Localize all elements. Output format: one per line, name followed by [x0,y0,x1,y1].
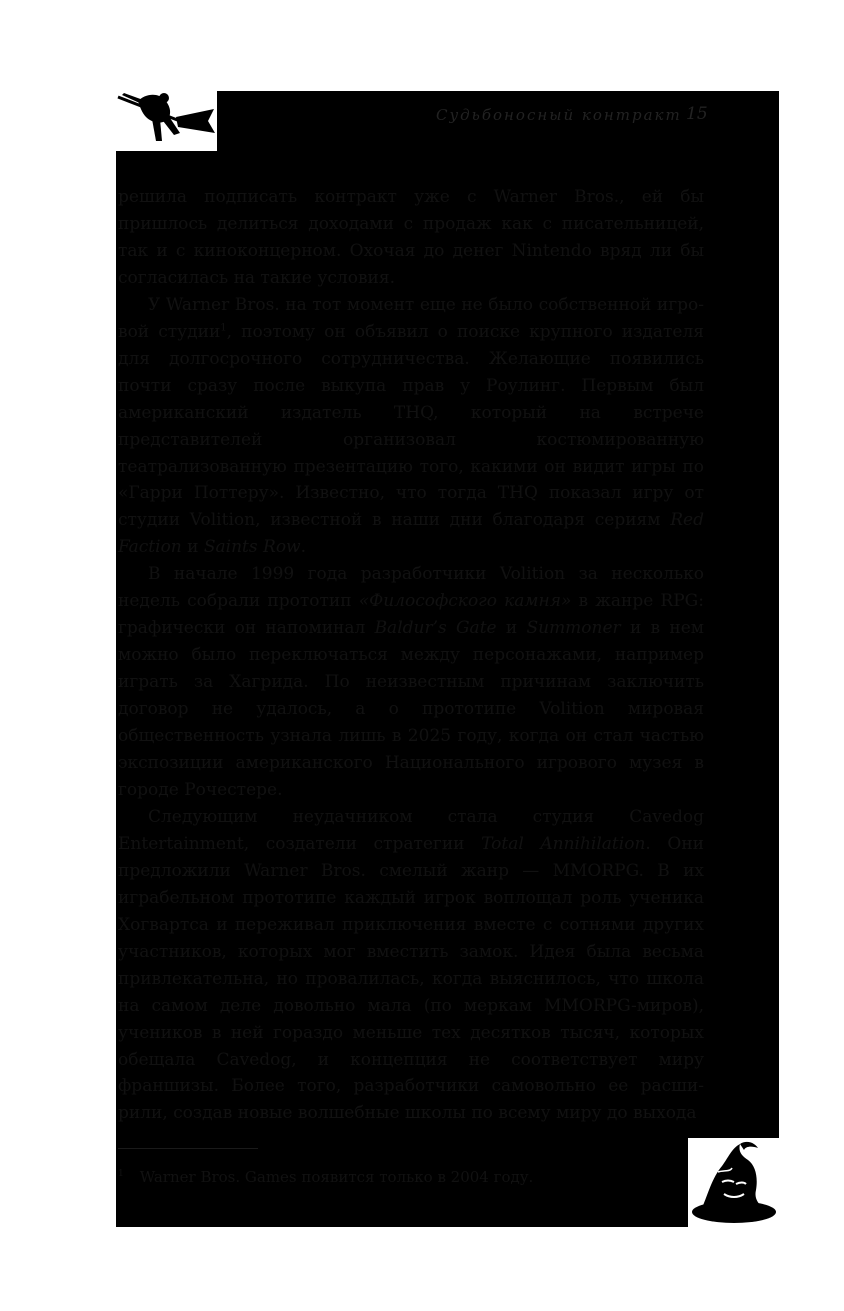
paragraph-text: в жанре RPG: графически он напоминал [118,591,704,639]
italic-title: «Философского камня» [358,591,572,612]
paragraph-text: , поэтому он объявил о поиске крупного издателя для долгосрочного сотрудничества. Желающие появились почти сразу после выкупа прав у Роулинг. Первым был американский издатель THQ, который на встрече представителей организовал костюмированную театрализованную презентацию того, какими он видит игры по «Гарри Поттеру». Известно, что тогда THQ показал игру от студии Volition, известной в наши дни благодаря сериям [118,321,704,531]
italic-title: Baldur’s Gate [374,618,497,639]
paragraph-text: и [496,618,527,639]
italic-title: Summoner [526,618,621,639]
paragraph-4 [118,804,704,1127]
sorting-hat-icon [688,1138,779,1227]
page-number: 15 [686,104,708,124]
paragraph-2 [118,292,704,562]
paragraph-text: Следующим неудачником стала студия Cavedog Entertainment, создатели стратегии [118,806,704,854]
footnote [118,1163,678,1188]
paragraph-text: У Warner Bros. на тот момент еще не было собственной игровой студии [118,294,704,342]
footnote-divider [118,1148,258,1149]
quidditch-illustration [116,91,217,151]
footnote-reference: 1 [220,322,227,334]
italic-title: Total Annihilation [481,833,646,854]
paragraph-1 [118,184,704,292]
running-head-title: Судьбоносный контракт [436,106,682,124]
italic-title: Red Faction [118,510,704,558]
broom-rider-icon [116,91,217,151]
paragraph-text: . [300,537,307,558]
paragraph-text: и в нем можно было переключаться между персонажами, например играть за Хагрида. По неизвестным причинам заключить договор не удалось, а о прототипе Volition мировая общественность узнала лишь в 2025 году, когда он стал частью экспозиции американского Национального игрового музея в городе Рочестере. [118,618,705,800]
footnote-number: 1 [118,1169,124,1179]
italic-title: Saints Row [203,537,301,558]
body-text [118,184,704,1127]
paragraph-text: и [181,537,204,558]
paragraph-text: В начале 1999 года разработчики Volition за несколько недель собрали прототип [118,564,704,612]
paragraph-3 [118,561,704,804]
paragraph-text: . Они предложили Warner Bros. смелый жанр — MMORPG. В их играбельном прототипе каждый игрок воплощал роль ученика Хогвартса и переживал приключения вместе с сотнями других участников, которых мог вместить замок. Идея была весьма привлекательна, но провалилась, когда выяснилось, что школа на самом деле довольно мала (по меркам MMORPG-миров), учеников в ней гораздо меньше тех десятков тысяч, которых обещала Cavedog, и концепция не соответствует миру франшизы. Более того, разработчики самовольно ее расширили, создав новые волшебные школы по всему миру до выхода [118,833,704,1124]
sorting-hat-illustration [688,1138,779,1227]
footnote-text: Warner Bros. Games появится только в 2004 году. [139,1168,534,1186]
paragraph-text: решила подписать контракт уже с Warner Bros., ей бы пришлось делиться доходами с продаж как с писательницей, так и с киноконцерном. Охочая до денег Nintendo вряд ли бы согласилась на такие условия. [118,187,704,288]
